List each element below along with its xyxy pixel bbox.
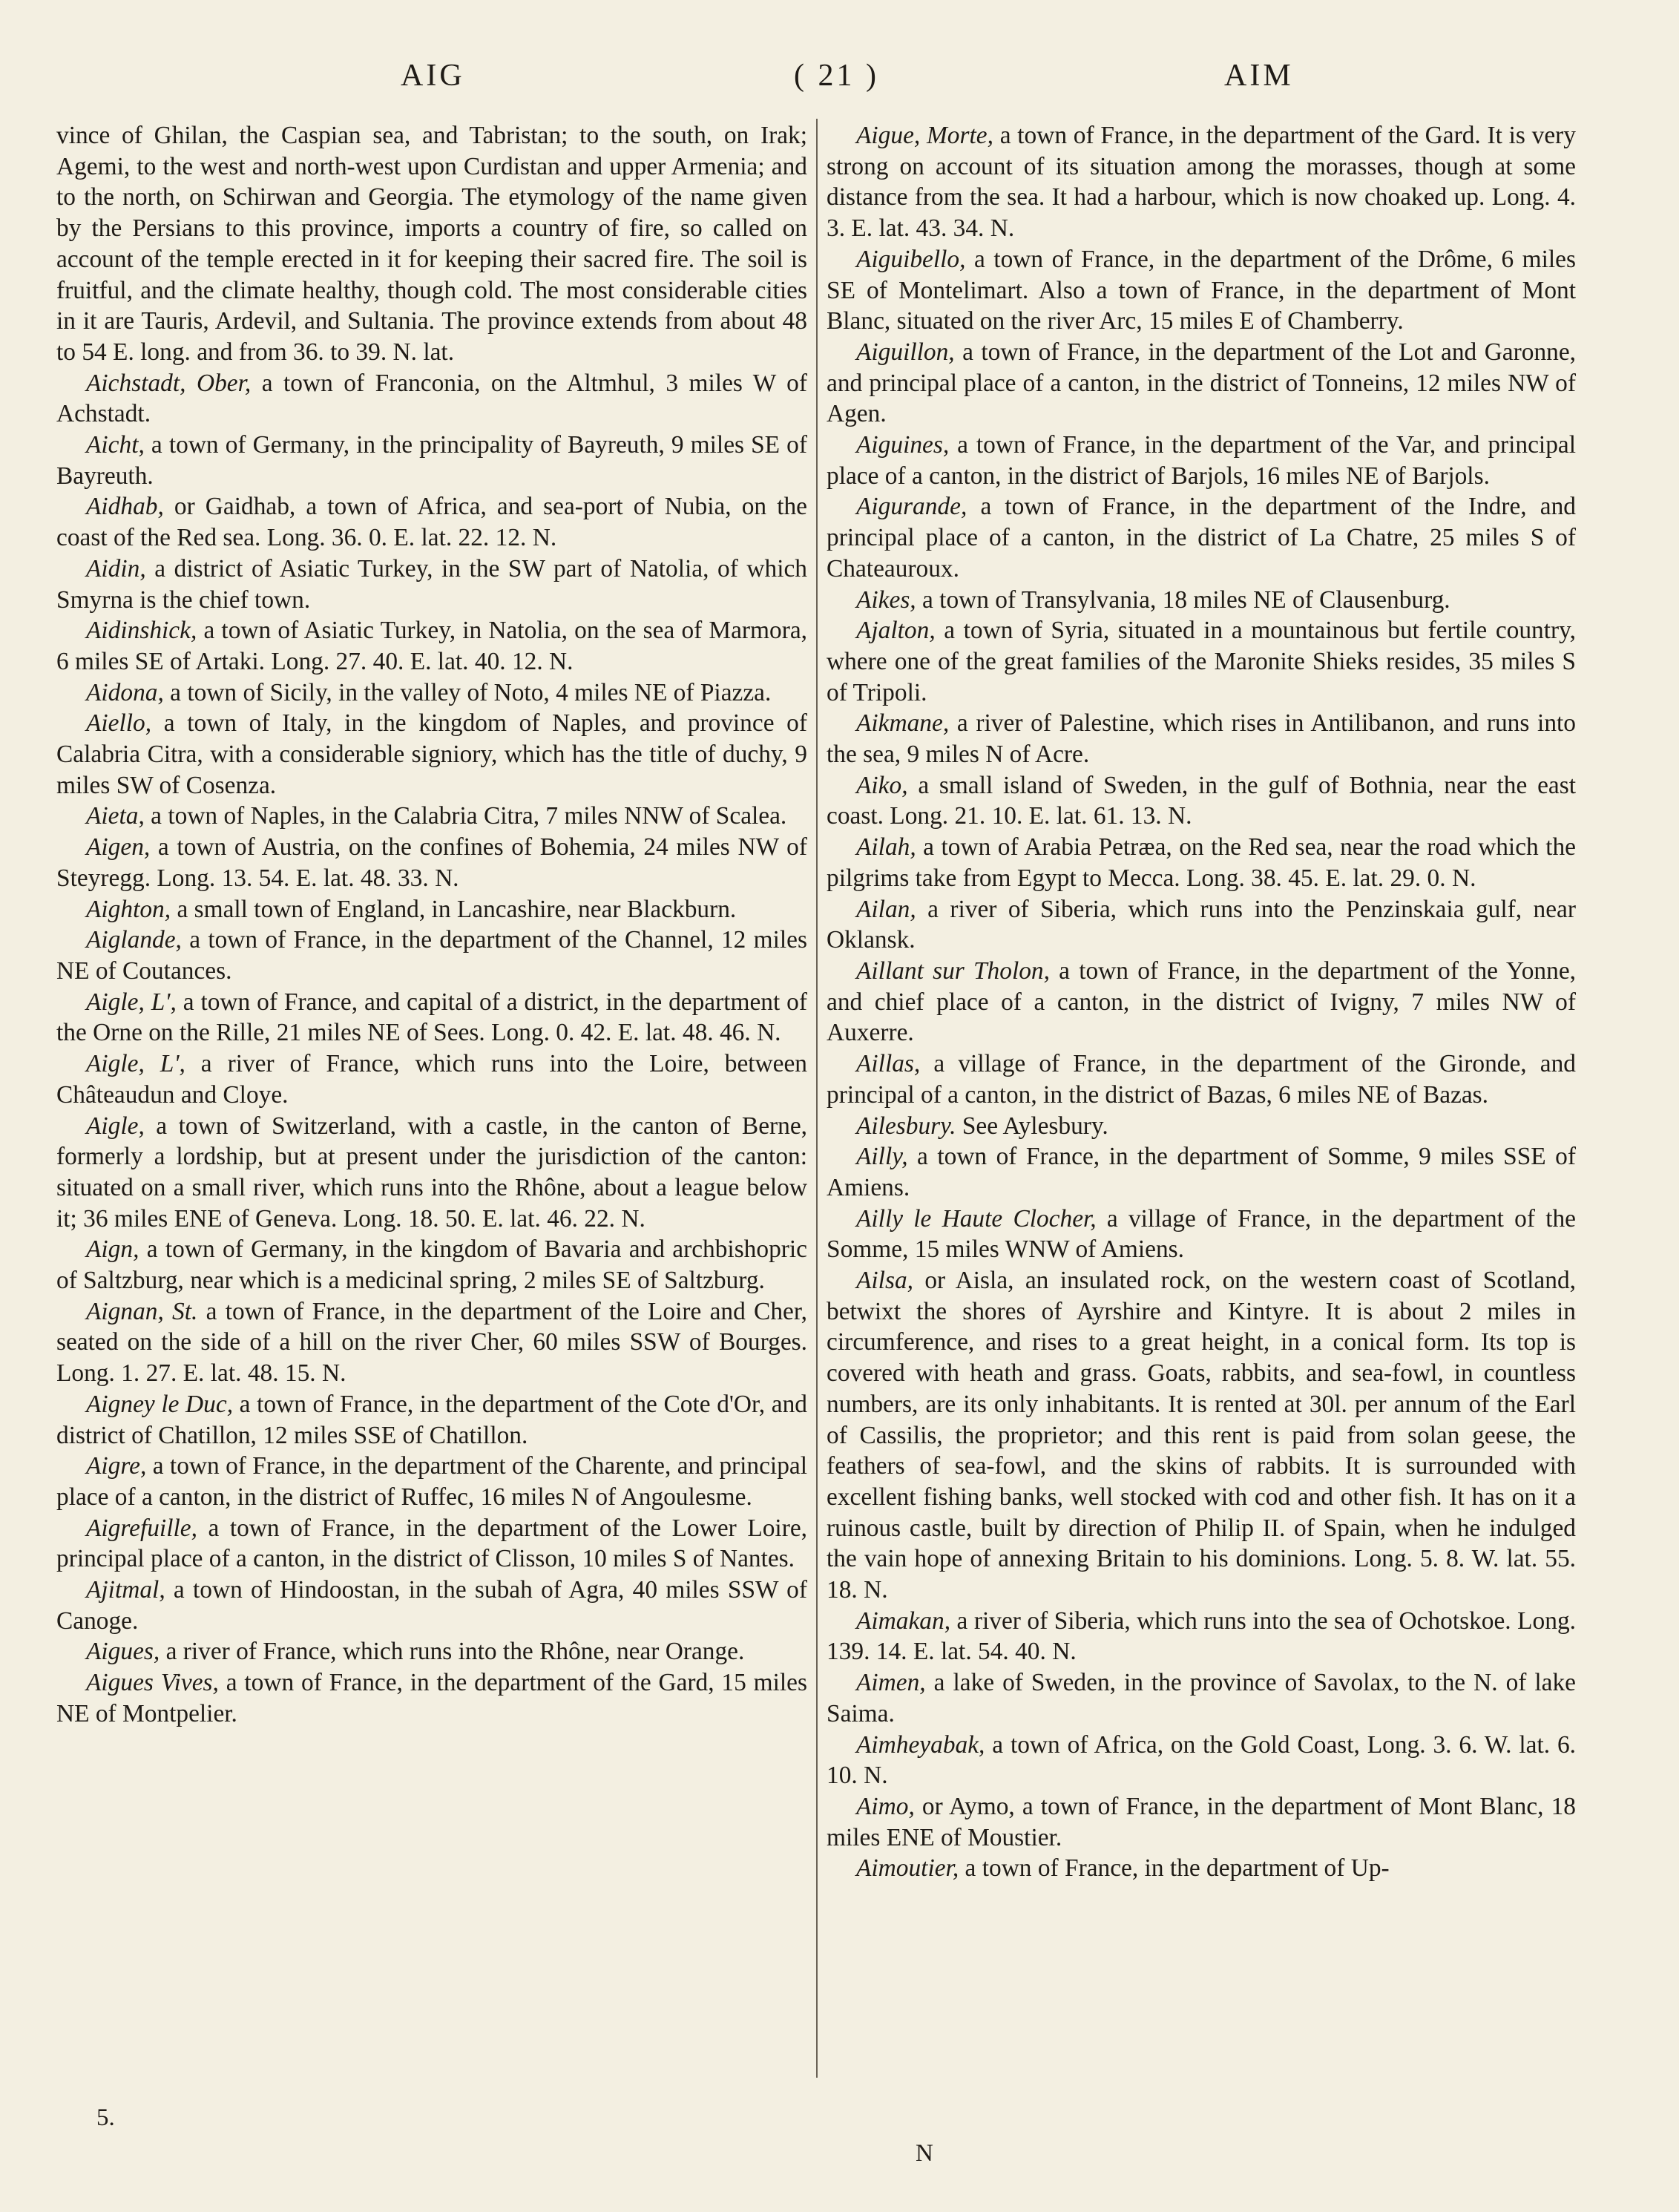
entry-headword: Ajalton, [856, 617, 936, 645]
dictionary-entry [56, 1636, 807, 1667]
entry-headword: Aidin, [86, 554, 146, 582]
dictionary-entry [827, 1141, 1576, 1203]
entry-text: a town of France, in the department of the Lot and Garonne, and principal place of a canton, in the district of Tonneins, 12 miles NW of Agen. [827, 338, 1576, 428]
page-header [52, 58, 1625, 102]
dictionary-entry [827, 1606, 1576, 1667]
dictionary-entry [827, 491, 1576, 584]
column-rule [816, 119, 818, 2078]
entry-text: a town of Naples, in the Calabria Citra, 7 miles NNW of Scalea. [144, 802, 787, 830]
dictionary-entry [56, 801, 807, 832]
dictionary-entry [56, 925, 807, 986]
entry-headword: Aimoutier, [856, 1854, 959, 1883]
entry-headword: Aikmane, [856, 709, 950, 738]
entry-text: a town of France, in the department of the Indre, and principal place of a canton, in the district of La Chatre, 25 miles S of Chateauroux. [827, 493, 1576, 582]
entry-headword: Aiguillon, [856, 338, 955, 366]
entry-text: a town of France, in the department of Up- [959, 1854, 1390, 1883]
entry-text: vince of Ghilan, the Caspian sea, and Tabristan; to the south, on Irak; Agemi, to the west and north-west upon Curdistan and upper Armenia; and to the north, on Schirwan and Georgia. The etymology of the name given by the Persians to this province, imports a country of fire, so called on account of the temple erected in it for keeping their sacred fire. The soil is fruitful, and the climate healthy, though cold. The most considerable cities in it are Tauris, Ardevil, and Sultania. The province extends from about 48 to 54 E. long. and from 36. to 39. N. lat. [56, 122, 807, 366]
dictionary-entry [56, 1667, 807, 1729]
dictionary-entry [56, 677, 807, 709]
dictionary-entry [827, 894, 1576, 956]
entry-text: a river of Siberia, which runs into the sea of Ochotskoe. Long. 139. 14. E. lat. 54. 40. N. [827, 1607, 1576, 1666]
entry-text: a town of France, in the department of the Yonne, and chief place of a canton, in the district of Ivigny, 7 miles NW of Auxerre. [827, 956, 1576, 1047]
dictionary-entry [827, 120, 1576, 244]
entry-headword: Aieta, [86, 802, 145, 830]
entry-headword: Aigre, [86, 1452, 147, 1480]
running-head-left: AIG [401, 59, 465, 93]
entry-headword: Aillas, [856, 1050, 921, 1078]
dictionary-entry [827, 1791, 1576, 1853]
dictionary-entry [827, 770, 1576, 832]
entry-headword: Ajitmal, [86, 1576, 165, 1604]
entry-text: a town of Africa, on the Gold Coast, Long. 3. 6. W. lat. 6. 10. N. [827, 1730, 1576, 1790]
entry-text: See Aylesbury. [956, 1112, 1108, 1140]
entry-text: or Gaidhab, a town of Africa, and sea-port of Nubia, on the coast of the Red sea. Long. 36. 0. E. lat. 22. 12. N. [56, 493, 807, 552]
entry-headword: Ailan, [856, 895, 916, 923]
entry-headword: Ailly, [856, 1143, 908, 1171]
entry-text: a town of Italy, in the kingdom of Naples, and province of Calabria Citra, with a considerable signiory, which has the title of duchy, 9 miles SW of Cosenza. [56, 709, 807, 799]
catchword: N [916, 2140, 933, 2167]
dictionary-entry [827, 1204, 1576, 1265]
entry-headword: Aighton, [86, 895, 171, 923]
entry-headword: Ailesbury. [856, 1112, 956, 1140]
entry-headword: Aiguibello, [856, 245, 966, 273]
entry-text: a town of Austria, on the confines of Bohemia, 24 miles NW of Steyregg. Long. 13. 54. E. lat. 48. 33. N. [56, 833, 807, 892]
dictionary-entry [827, 1730, 1576, 1791]
running-head-right: AIM [1224, 59, 1294, 93]
entry-headword: Aigney le Duc, [86, 1390, 234, 1418]
entry-headword: Ailly le Haute Clocher, [856, 1204, 1097, 1233]
dictionary-entry [827, 1853, 1576, 1884]
dictionary-entry [56, 708, 807, 801]
dictionary-entry [827, 1265, 1576, 1606]
entry-headword: Aigues, [86, 1638, 160, 1666]
entry-headword: Aicht, [86, 431, 145, 459]
dictionary-entry [56, 491, 807, 553]
dictionary-entry [827, 430, 1576, 491]
dictionary-entry [827, 1048, 1576, 1110]
entry-text: a district of Asiatic Turkey, in the SW part of Natolia, of which Smyrna is the chief town. [56, 554, 807, 614]
dictionary-entry [827, 956, 1576, 1048]
entry-text: a town of Asiatic Turkey, in Natolia, on the sea of Marmora, 6 miles SE of Artaki. Long. 27. 40. E. lat. 40. 12. N. [56, 617, 807, 675]
dictionary-entry [56, 615, 807, 677]
dictionary-entry [56, 554, 807, 615]
entry-text: a town of Transylvania, 18 miles NE of Clausenburg. [916, 585, 1450, 614]
dictionary-entry [56, 430, 807, 491]
entry-text: a town of Germany, in the kingdom of Bavaria and archbishopric of Saltzburg, near which is a medicinal spring, 2 miles SE of Saltzburg. [56, 1235, 807, 1295]
entry-text: a town of Arabia Petræa, on the Red sea, near the road which the pilgrims take from Egypt to Mecca. Long. 38. 45. E. lat. 29. 0. N. [827, 833, 1576, 892]
dictionary-entry [827, 244, 1576, 337]
entry-text: a town of Germany, in the principality of Bayreuth, 9 miles SE of Bayreuth. [56, 431, 807, 490]
entry-text: a town of Franconia, on the Altmhul, 3 miles W of Achstadt. [56, 369, 807, 428]
entry-headword: Aidinshick, [86, 617, 197, 645]
entry-text: a river of France, which runs into the Loire, between Châteaudun and Cloye. [56, 1050, 808, 1109]
entry-headword: Aiglande, [86, 926, 182, 954]
entry-text: a town of Hindoostan, in the subah of Agra, 40 miles SSW of Canoge. [56, 1576, 807, 1635]
entry-text: a river of France, which runs into the Rhône, near Orange. [160, 1638, 745, 1666]
signature-mark: 5. [96, 2104, 115, 2131]
dictionary-entry [56, 832, 807, 893]
entry-text: a town of France, in the department of the Loire and Cher, seated on the side of a hill on the river Cher, 60 miles SSW of Bourges. Long. 1. 27. E. lat. 48. 15. N. [56, 1297, 807, 1388]
entry-headword: Aigue, Morte, [856, 122, 993, 149]
dictionary-entry [56, 368, 807, 430]
entry-headword: Aimakan, [856, 1607, 951, 1635]
entry-headword: Aimen, [856, 1669, 926, 1697]
right-column [827, 120, 1576, 1884]
entry-text: a town of France, in the department of the Channel, 12 miles NE of Coutances. [56, 926, 807, 985]
entry-headword: Aigrefuille, [86, 1514, 197, 1542]
entry-text: a town of France, in the department of the Drôme, 6 miles SE of Montelimart. Also a town of France, in the department of Mont Blanc, situated on the river Arc, 15 miles E of Chamberry. [827, 245, 1576, 335]
dictionary-entry [827, 615, 1576, 708]
dictionary-entry [827, 1111, 1576, 1142]
entry-text: a town of Switzerland, with a castle, in the canton of Berne, formerly a lordship, but at present under the jurisdiction of the canton: situated on a small river, which runs into the Rhône, about a league below it; 36 miles ENE of Geneva. Long. 18. 50. E. lat. 46. 22. N. [56, 1112, 807, 1233]
entry-headword: Aignan, St. [86, 1297, 198, 1325]
dictionary-entry [56, 1048, 807, 1110]
entry-text: a town of France, in the department of the Charente, and principal place of a canton, in the district of Ruffec, 16 miles N of Angoulesme. [56, 1452, 807, 1511]
entry-headword: Aidhab, [86, 493, 164, 521]
entry-headword: Ailah, [856, 833, 916, 862]
entry-text: a town of France, and capital of a district, in the department of the Orne on the Rille, 21 miles NE of Sees. Long. 0. 42. E. lat. 48. 46. N. [56, 988, 807, 1047]
dictionary-entry [56, 120, 807, 368]
entry-headword: Aign, [86, 1235, 139, 1264]
entry-headword: Aillant sur Tholon, [856, 956, 1050, 985]
entry-text: a town of France, in the department of Somme, 9 miles SSE of Amiens. [827, 1143, 1576, 1201]
entry-headword: Aimheyabak, [856, 1730, 985, 1759]
dictionary-entry [56, 1575, 807, 1636]
dictionary-entry [56, 894, 807, 925]
entry-headword: Aigen, [86, 833, 151, 862]
dictionary-entry [56, 987, 807, 1048]
entry-text: a town of France, in the department of the Gard. It is very strong on account of its situation among the morasses, though at some distance from the sea. It had a harbour, which is now choaked up. Long. 4. 3. E. lat. 43. 34. N. [827, 122, 1576, 243]
dictionary-entry [827, 708, 1576, 769]
entry-text: a village of France, in the department of the Gironde, and principal of a canton, in the district of Bazas, 6 miles NE of Bazas. [827, 1050, 1576, 1109]
entry-headword: Aigle, L', [86, 1050, 185, 1078]
entry-text: a lake of Sweden, in the province of Savolax, to the N. of lake Saima. [827, 1669, 1576, 1727]
entry-text: a town of France, in the department of the Lower Loire, principal place of a canton, in the district of Clisson, 10 miles S of Nantes. [56, 1514, 807, 1573]
entry-text: a village of France, in the department of the Somme, 15 miles WNW of Amiens. [827, 1204, 1577, 1264]
entry-text: or Aymo, a town of France, in the department of Mont Blanc, 18 miles ENE of Moustier. [827, 1792, 1576, 1851]
page-number: ( 21 ) [794, 59, 879, 93]
entry-headword: Aigle, [86, 1112, 145, 1140]
entry-text: a town of Sicily, in the valley of Noto, 4 miles NE of Piazza. [163, 678, 772, 706]
entry-headword: Ailsa, [856, 1267, 913, 1295]
entry-headword: Aimo, [856, 1792, 915, 1820]
dictionary-entry [56, 1451, 807, 1512]
entry-text: a small town of England, in Lancashire, near Blackburn. [171, 895, 737, 923]
entry-headword: Aiguines, [856, 431, 950, 459]
dictionary-entry [56, 1234, 807, 1296]
entry-headword: Aiello, [86, 709, 152, 738]
entry-headword: Aidona, [86, 678, 164, 706]
entry-headword: Aiko, [856, 771, 908, 799]
entry-headword: Aikes, [856, 585, 916, 614]
entry-text: a town of France, in the department of the Gard, 15 miles NE of Montpelier. [56, 1669, 807, 1727]
entry-text: a town of Syria, situated in a mountainous but fertile country, where one of the great families of the Maronite Shieks resides, 35 miles S of Tripoli. [827, 617, 1576, 706]
dictionary-entry [56, 1296, 807, 1389]
dictionary-entry [56, 1389, 807, 1451]
entry-headword: Aigurande, [856, 493, 967, 521]
entry-text: a town of France, in the department of the Cote d'Or, and district of Chatillon, 12 miles SSE of Chatillon. [56, 1390, 807, 1449]
dictionary-entry [827, 1667, 1576, 1729]
entry-headword: Aichstadt, Ober, [86, 369, 252, 397]
dictionary-entry [56, 1513, 807, 1575]
left-column [56, 120, 807, 1730]
entry-text: a river of Palestine, which rises in Antilibanon, and runs into the sea, 9 miles N of Acre. [827, 709, 1576, 769]
dictionary-entry [56, 1111, 807, 1235]
dictionary-entry [827, 337, 1576, 430]
dictionary-entry [827, 832, 1576, 893]
entry-headword: Aigues Vives, [86, 1669, 219, 1697]
entry-headword: Aigle, L', [86, 988, 177, 1016]
entry-text: a river of Siberia, which runs into the Penzinskaia gulf, near Oklansk. [827, 895, 1576, 954]
entry-text: a small island of Sweden, in the gulf of Bothnia, near the east coast. Long. 21. 10. E. lat. 61. 13. N. [827, 771, 1576, 830]
entry-text: or Aisla, an insulated rock, on the western coast of Scotland, betwixt the shores of Ayrshire and Kintyre. It is about 2 miles in circumference, and rises to a great height, in a conical form. Its top is covered with heath and grass. Goats, rabbits, and sea-fowl, in countless numbers, are its only inhabitants. It is rented at 30l. per annum of the Earl of Cassilis, the proprietor; and this rent is paid from solan geese, the feathers of sea-fowl, and the skins of rabbits. It is surrounded with excellent fishing banks, well stocked with cod and other fish. It has on it a ruinous castle, built by direction of Philip II. of Spain, when he indulged the vain hope of annexing Britain to his dominions. Long. 5. 8. W. lat. 55. 18. N. [827, 1267, 1576, 1604]
entry-text: a town of France, in the department of the Var, and principal place of a canton, in the district of Barjols, 16 miles NE of Barjols. [827, 431, 1576, 490]
dictionary-entry [827, 585, 1576, 616]
